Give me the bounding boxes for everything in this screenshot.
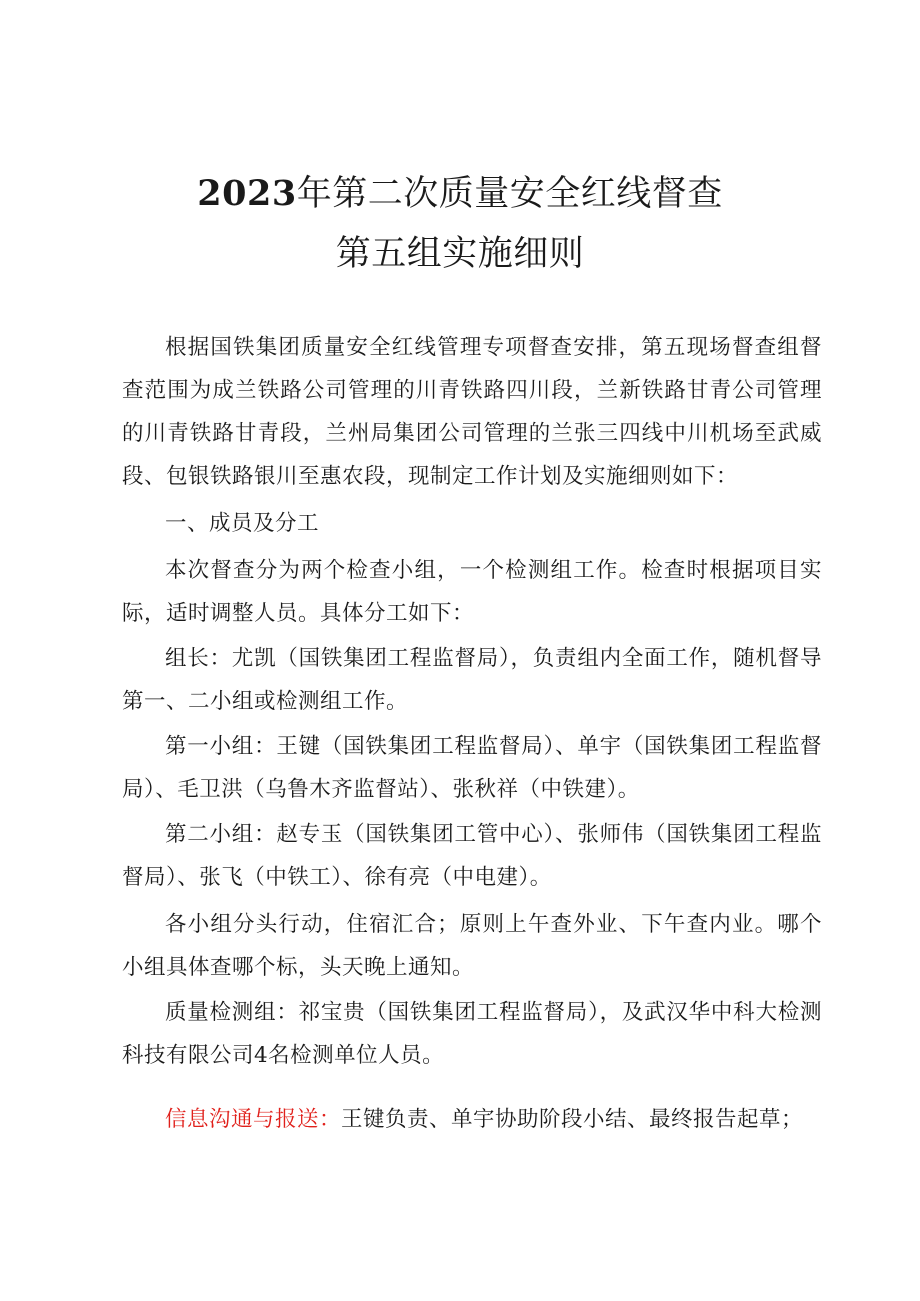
division-paragraph: 本次督查分为两个检查小组，一个检测组工作。检查时根据项目实际，适时调整人员。具体分工如下： xyxy=(122,558,822,626)
group-1-paragraph: 第一小组：王键（国铁集团工程监督局）、单宇（国铁集团工程监督局）、毛卫洪（乌鲁木齐监督站）、张秋祥（中铁建）。 xyxy=(122,734,822,802)
quality-group-paragraph: 质量检测组：祁宝贵（国铁集团工程监督局），及武汉华中科大检测科技有限公司4名检测单位人员。 xyxy=(122,1000,822,1068)
document-title-line-1 xyxy=(0,172,920,216)
leader-paragraph: 组长：尤凯（国铁集团工程监督局），负责组内全面工作，随机督导第一、二小组或检测组工作。 xyxy=(122,646,822,714)
document-title-line-2: 第五组实施细则 xyxy=(335,234,585,274)
communication-label: 信息沟通与报送： xyxy=(165,1107,342,1132)
title-text: 年第二次质量安全红线督查 xyxy=(296,174,723,214)
title-year: 2023 xyxy=(197,173,297,214)
section-heading-members: 一、成员及分工 xyxy=(165,511,320,536)
communication-text: 王键负责、单宇协助阶段小结、最终报告起草； xyxy=(341,1107,804,1132)
group-2-paragraph: 第二小组：赵专玉（国铁集团工管中心）、张师伟（国铁集团工程监督局）、张飞（中铁工）、徐有亮（中电建）。 xyxy=(122,822,822,890)
intro-paragraph: 根据国铁集团质量安全红线管理专项督查安排，第五现场督查组督查范围为成兰铁路公司管理的川青铁路四川段，兰新铁路甘青公司管理的川青铁路甘青段，兰州局集团公司管理的兰张三四线中川机场至武威段、包银铁路银川至惠农段，现制定工作计划及实施细则如下： xyxy=(122,335,822,489)
communication-paragraph xyxy=(122,1098,822,1141)
schedule-paragraph: 各小组分头行动，住宿汇合；原则上午查外业、下午查内业。哪个小组具体查哪个标，头天晚上通知。 xyxy=(122,912,822,980)
